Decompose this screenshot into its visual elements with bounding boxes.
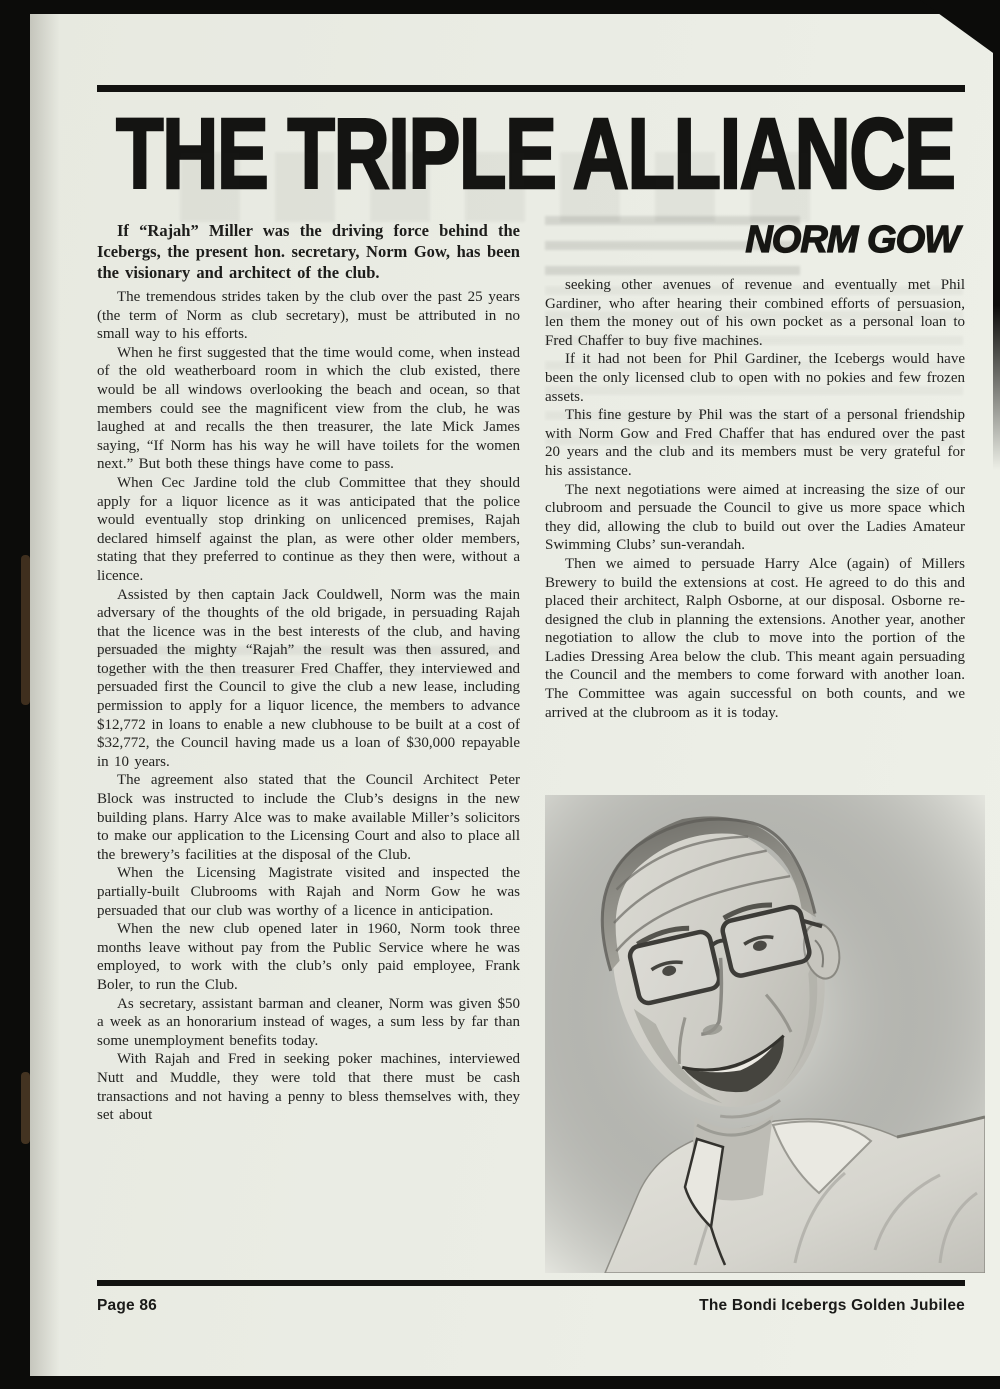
bottom-rule xyxy=(97,1280,965,1286)
page-footer xyxy=(97,1297,965,1315)
page-title xyxy=(116,98,955,216)
right-column-paragraphs xyxy=(545,276,965,722)
body-paragraph: Then we aimed to persuade Harry Alce (again) of Millers Brewery to build the extensions at cost. He agreed to do this and placed their architect, Ralph Osborne, at our disposal. Osborne re-designed the club in planning the extensions. Another year, another negotiation to allow the club to move into the portion of the Ladies Dressing Area below the club. This meant again persuading the Council and the members to come forward with another loan. The Committee was again successful on both counts, and we arrived at the clubroom as it is today. xyxy=(545,555,965,721)
left-column-paragraphs xyxy=(97,288,520,1125)
top-rule xyxy=(97,85,965,92)
body-paragraph: The tremendous strides taken by the club over the past 25 years (the term of Norm as club secretary), must be attributed in no small way to his efforts. xyxy=(97,289,520,343)
right-column xyxy=(545,214,965,722)
body-paragraph: seeking other avenues of revenue and eventually met Phil Gardiner, who after hearing their combined efforts of persuasion, len them the money out of his own pocket as a personal loan to Fred Chaffer to buy five machines. xyxy=(545,277,965,349)
publication-title: The Bondi Icebergs Golden Jubilee xyxy=(699,1297,965,1314)
body-paragraph: The agreement also stated that the Council Architect Peter Block was instructed to include the Club’s designs in the new building plans. Harry Alce was to make available Miller’s solicitors to make our application to the Licensing Court and also to place all the brewery’s facilities at the disposal of the Club. xyxy=(97,772,520,863)
scan-edge-shadow xyxy=(993,0,1000,470)
body-paragraph: With Rajah and Fred in seeking poker machines, interviewed Nutt and Muddle, they were told that there must be cash transactions and not having a penny to bless themselves with, they set about xyxy=(97,1051,520,1124)
page-edge-stain xyxy=(21,1072,30,1144)
body-paragraph: When Cec Jardine told the club Committee that they should apply for a liquor licence as it was anticipated that the police would eventually stop drinking on unlicenced premises, Rajah declared himself against the plan, as were other older members, stating that they preferred to continue as they then were, without a licence. xyxy=(97,474,520,584)
portrait-illustration xyxy=(545,795,985,1273)
body-paragraph: When the new club opened later in 1960, Norm took three months leave without pay from the Public Service where he was employed, to work with the club’s only paid employee, Frank Boler, to run the Club. xyxy=(97,921,520,993)
page-number: Page 86 xyxy=(97,1297,157,1314)
page-title-text: THE TRIPLE ALLIANCE xyxy=(116,98,955,210)
norm-gow-photo xyxy=(545,795,985,1273)
page-edge-stain xyxy=(21,555,30,705)
body-paragraph: The next negotiations were aimed at increasing the size of our clubroom and persuade the Council to give us more space which they did, allowing the club to build out over the Ladies Amateur Swimming Clubs’ sun-verandah. xyxy=(545,481,965,554)
scanned-page xyxy=(30,14,1000,1376)
body-paragraph: Assisted by then captain Jack Couldwell, Norm was the main adversary of the thoughts of the old brigade, in persuading Rajah that the licence was in the best interests of the club, and having persuaded the mighty “Rajah” the result was then assured, and together with the then treasurer Fred Chaffer, they interviewed and persuaded first the Council to give the club a new lease, including permission to apply for a liquor licence, the members to advance $12,772 in loans to enable a new clubhouse to be built at a cost of $32,772, the Council having made us a loan of $30,000 repayable in 10 years. xyxy=(97,586,520,770)
intro-paragraph: If “Rajah” Miller was the driving force behind the Icebergs, the present hon. secretary, Norm Gow, has been the visionary and architect of the club. xyxy=(97,221,520,282)
body-paragraph: When the Licensing Magistrate visited and inspected the partially-built Clubrooms with Rajah and Norm Gow he was persuaded that our club was worthy of a licence in anticipation. xyxy=(97,865,520,919)
body-paragraph: This fine gesture by Phil was the start of a personal friendship with Norm Gow and Fred Chaffer that has endured over the past 20 years and the club and its members must be very grateful for his assistance. xyxy=(545,407,965,479)
left-column xyxy=(97,220,520,1125)
body-paragraph: As secretary, assistant barman and cleaner, Norm was given $50 a week as an honorarium instead of wages, a sum less by far than some unemployment benefits today. xyxy=(97,995,520,1049)
body-paragraph: When he first suggested that the time would come, when instead of the old weatherboard room in which the club existed, there would be all windows overlooking the beach and ocean, so that members could see the magnificent view from the club, he was laughed at and recalls the then treasurer, the late Mick James saying, “If Norm has his way he will have toilets for the women next.” But both these things have come to pass. xyxy=(97,344,520,473)
author-byline: NORM GOW xyxy=(745,219,959,261)
body-paragraph: If it had not been for Phil Gardiner, the Icebergs would have been the only licensed club to open with no pokies and few frozen assets. xyxy=(545,351,965,405)
